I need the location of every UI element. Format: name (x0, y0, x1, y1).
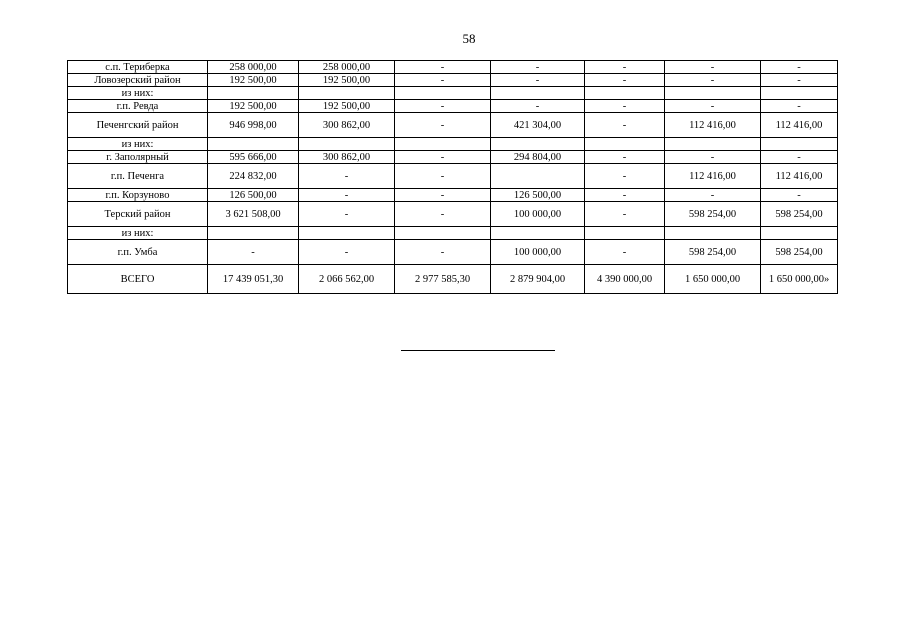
cell-col-7: - (761, 74, 838, 87)
table-total-row (68, 265, 838, 294)
cell-col-3: - (395, 151, 491, 164)
cell-col-5 (585, 138, 665, 151)
cell-territory: из них: (68, 227, 208, 240)
cell-col-2: 258 000,00 (299, 61, 395, 74)
cell-col-7 (761, 138, 838, 151)
cell-col-5: - (585, 151, 665, 164)
cell-total: - (208, 240, 299, 265)
cell-col-6 (665, 227, 761, 240)
cell-territory: г.п. Печенга (68, 164, 208, 189)
cell-col-4: - (491, 74, 585, 87)
cell-total: 126 500,00 (208, 189, 299, 202)
cell-col-7: - (761, 100, 838, 113)
cell-col-4: 294 804,00 (491, 151, 585, 164)
cell-total: 224 832,00 (208, 164, 299, 189)
cell-col-6: - (665, 61, 761, 74)
cell-territory: Ловозерский район (68, 74, 208, 87)
cell-col-4 (491, 87, 585, 100)
cell-col-6: 598 254,00 (665, 202, 761, 227)
cell-col-3: 2 977 585,30 (395, 265, 491, 294)
budget-table (67, 60, 838, 294)
cell-col-5: - (585, 113, 665, 138)
cell-col-5 (585, 87, 665, 100)
cell-col-6: 598 254,00 (665, 240, 761, 265)
cell-col-3: - (395, 74, 491, 87)
cell-col-2: 192 500,00 (299, 100, 395, 113)
cell-territory: Терский район (68, 202, 208, 227)
cell-territory: г.п. Корзуново (68, 189, 208, 202)
cell-col-5: - (585, 74, 665, 87)
cell-col-7: - (761, 189, 838, 202)
cell-col-2 (299, 227, 395, 240)
table-row (68, 151, 838, 164)
cell-col-3: - (395, 100, 491, 113)
cell-col-2: 2 066 562,00 (299, 265, 395, 294)
table-row (68, 138, 838, 151)
cell-col-5: - (585, 164, 665, 189)
cell-col-2: - (299, 240, 395, 265)
cell-col-4: - (491, 100, 585, 113)
cell-col-5: - (585, 61, 665, 74)
cell-total: 595 666,00 (208, 151, 299, 164)
cell-col-4: 2 879 904,00 (491, 265, 585, 294)
cell-col-4: 421 304,00 (491, 113, 585, 138)
cell-col-3: - (395, 113, 491, 138)
cell-col-2 (299, 87, 395, 100)
cell-territory: г.п. Умба (68, 240, 208, 265)
table-row (68, 164, 838, 189)
cell-col-4 (491, 227, 585, 240)
cell-total (208, 227, 299, 240)
cell-total: 192 500,00 (208, 74, 299, 87)
cell-col-5 (585, 227, 665, 240)
cell-col-6 (665, 138, 761, 151)
cell-col-3: - (395, 240, 491, 265)
table-row (68, 61, 838, 74)
table-body (68, 61, 838, 294)
cell-col-3 (395, 138, 491, 151)
cell-col-2: - (299, 164, 395, 189)
cell-total: 946 998,00 (208, 113, 299, 138)
cell-territory: с.п. Териберка (68, 61, 208, 74)
table-row (68, 202, 838, 227)
cell-col-5: 4 390 000,00 (585, 265, 665, 294)
cell-total: 17 439 051,30 (208, 265, 299, 294)
cell-col-4: 100 000,00 (491, 240, 585, 265)
cell-col-6: - (665, 100, 761, 113)
cell-col-3 (395, 227, 491, 240)
cell-col-6: - (665, 189, 761, 202)
table-row (68, 87, 838, 100)
cell-col-3: - (395, 61, 491, 74)
cell-col-6: - (665, 151, 761, 164)
cell-col-2: - (299, 202, 395, 227)
cell-total: 3 621 508,00 (208, 202, 299, 227)
cell-territory: из них: (68, 138, 208, 151)
cell-col-6: 1 650 000,00 (665, 265, 761, 294)
page-number: 58 (462, 31, 476, 46)
cell-col-3 (395, 87, 491, 100)
cell-col-3: - (395, 202, 491, 227)
table-row (68, 74, 838, 87)
cell-territory: г. Заполярный (68, 151, 208, 164)
cell-col-6 (665, 87, 761, 100)
cell-col-5: - (585, 100, 665, 113)
cell-col-3: - (395, 189, 491, 202)
cell-col-5: - (585, 189, 665, 202)
cell-col-5: - (585, 240, 665, 265)
cell-territory: г.п. Ревда (68, 100, 208, 113)
cell-col-4 (491, 164, 585, 189)
cell-col-6: 112 416,00 (665, 113, 761, 138)
cell-territory: Печенгский район (68, 113, 208, 138)
table-row (68, 113, 838, 138)
table-row (68, 240, 838, 265)
cell-col-7: - (761, 61, 838, 74)
cell-territory: из них: (68, 87, 208, 100)
cell-col-5: - (585, 202, 665, 227)
cell-col-7: 598 254,00 (761, 202, 838, 227)
cell-col-7 (761, 227, 838, 240)
cell-col-7: 598 254,00 (761, 240, 838, 265)
cell-col-2: 300 862,00 (299, 151, 395, 164)
end-divider-line (401, 350, 555, 351)
table-row (68, 189, 838, 202)
cell-col-7: 112 416,00 (761, 164, 838, 189)
cell-col-7: 1 650 000,00» (761, 265, 838, 294)
cell-col-2: 192 500,00 (299, 74, 395, 87)
cell-territory: ВСЕГО (68, 265, 208, 294)
cell-total (208, 138, 299, 151)
cell-col-3: - (395, 164, 491, 189)
cell-col-4: - (491, 61, 585, 74)
cell-col-7: - (761, 151, 838, 164)
cell-total: 192 500,00 (208, 100, 299, 113)
cell-col-7 (761, 87, 838, 100)
cell-col-7: 112 416,00 (761, 113, 838, 138)
cell-col-4: 126 500,00 (491, 189, 585, 202)
cell-col-2 (299, 138, 395, 151)
table-row (68, 100, 838, 113)
cell-total (208, 87, 299, 100)
cell-col-4: 100 000,00 (491, 202, 585, 227)
table-row (68, 227, 838, 240)
cell-col-2: 300 862,00 (299, 113, 395, 138)
cell-col-6: 112 416,00 (665, 164, 761, 189)
cell-col-6: - (665, 74, 761, 87)
cell-col-2: - (299, 189, 395, 202)
cell-total: 258 000,00 (208, 61, 299, 74)
cell-col-4 (491, 138, 585, 151)
